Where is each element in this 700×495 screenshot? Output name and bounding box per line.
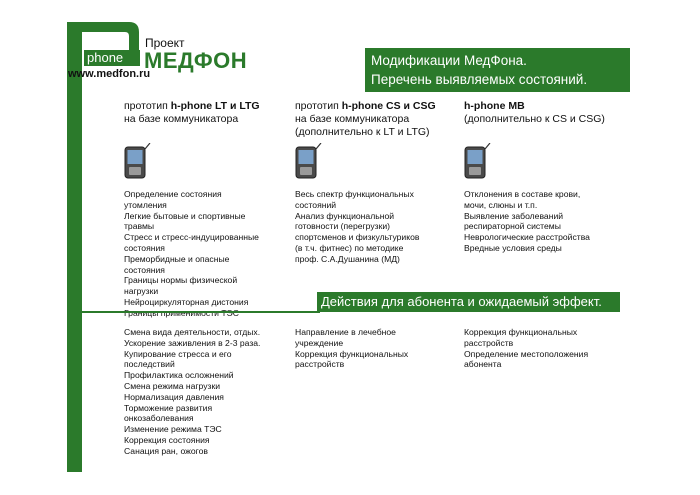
column-2-head-line3: (дополнительно к LT и LTG) [295, 126, 430, 138]
state-item: состояний [295, 199, 337, 210]
state-item: Анализ функциональной [295, 210, 395, 221]
action-item: расстройств [464, 337, 514, 348]
column-1-head-prefix: прототип [124, 100, 171, 112]
title-line-1: Модификации МедФона. [371, 53, 527, 68]
state-item: Нейроциркуляторная дистония [124, 296, 249, 307]
actions-header: Действия для абонента и ожидаемый эффект. [321, 294, 602, 309]
state-item: (в т.ч. фитнес) по методике [295, 242, 404, 253]
state-item: состояния [124, 242, 165, 253]
logo-project-label: Проект [145, 36, 185, 50]
left-green-bar [67, 22, 82, 472]
action-item: Определение местоположения [464, 348, 589, 359]
action-item: онкозаболевания [124, 413, 194, 424]
column-1-actions-list [124, 327, 260, 457]
action-item: расстройств [295, 359, 345, 370]
action-item: Изменение режима ТЭС [124, 424, 222, 435]
state-item: респираторной системы [464, 221, 561, 232]
column-1-states-list [124, 189, 259, 319]
title-line-2: Перечень выявляемых состояний. [371, 72, 588, 87]
smartphone-icon [294, 143, 322, 179]
action-item: Торможение развития [124, 402, 213, 413]
logo-url: www.medfon.ru [68, 68, 151, 80]
column-3-actions-list [464, 327, 588, 370]
action-item: последствий [124, 359, 175, 370]
state-item: проф. С.А.Душанина (МД) [295, 253, 400, 264]
column-1-header [124, 100, 260, 126]
state-item: Стресс и стресс-индуцированные [124, 232, 259, 243]
state-item: утомления [124, 199, 167, 210]
state-item: Границы нормы физической [124, 275, 238, 286]
column-1-model: h-phone LT и LTG [170, 100, 260, 112]
column-3-states-list [464, 189, 590, 254]
column-1-head-line2: на базе коммуникатора [124, 113, 239, 125]
state-item: состояния [124, 264, 165, 275]
state-item: Легкие бытовые и спортивные [124, 210, 246, 221]
action-item: Купирование стресса и его [124, 348, 232, 359]
smartphone-icon [123, 143, 151, 179]
action-item: учреждение [295, 337, 344, 348]
state-item: травмы [124, 221, 155, 232]
column-2-actions-list [295, 327, 408, 370]
state-item: мочи, слюны и т.п. [464, 199, 538, 210]
action-item: Коррекция состояния [124, 434, 210, 445]
action-item: Санация ран, ожогов [124, 445, 208, 456]
action-item: Профилактика осложнений [124, 370, 234, 381]
smartphone-icon [463, 143, 491, 179]
logo-arc-shape [67, 22, 139, 52]
column-2-head-line2: на базе коммуникатора [295, 113, 410, 125]
column-2-header [295, 100, 436, 139]
state-item: Преморбидные и опасные [124, 253, 230, 264]
action-item: Коррекция функциональных [295, 348, 409, 359]
section-divider [82, 311, 320, 313]
state-item: Весь спектр функциональных [295, 189, 414, 199]
action-item: Направление в лечебное [295, 327, 396, 337]
state-item: Отклонения в составе крови, [464, 189, 581, 199]
action-item: Нормализация давления [124, 391, 224, 402]
state-item: нагрузки [124, 286, 159, 297]
column-2-model: h-phone CS и CSG [341, 100, 436, 112]
column-3-head-line2: (дополнительно к CS и CSG) [464, 113, 605, 125]
state-item: Вредные условия среды [464, 242, 562, 253]
logo-brand-name: МЕДФОН [144, 48, 248, 73]
column-2-states-list [295, 189, 419, 265]
logo-phone-label: phone [84, 50, 140, 66]
action-item: Смена режима нагрузки [124, 380, 221, 391]
state-item: Определение состояния [124, 189, 222, 199]
column-2-head-prefix: прототип [295, 100, 342, 112]
actions-header-box [317, 292, 620, 312]
column-3-model: h-phone MB [464, 100, 525, 112]
column-3-header [464, 100, 605, 126]
state-item: Выявление заболеваний [464, 210, 564, 221]
state-item: готовности (перегрузки) [295, 221, 390, 232]
state-item: спортсменов и физкультуриков [295, 232, 420, 243]
action-item: Смена вида деятельности, отдых. [124, 327, 261, 337]
state-item: Неврологические расстройства [464, 232, 590, 243]
state-item [124, 308, 259, 319]
action-item: абонента [464, 359, 502, 370]
action-item: Коррекция функциональных [464, 327, 578, 337]
title-box [365, 48, 630, 92]
action-item: Ускорение заживления в 2-3 раза. [124, 337, 261, 348]
